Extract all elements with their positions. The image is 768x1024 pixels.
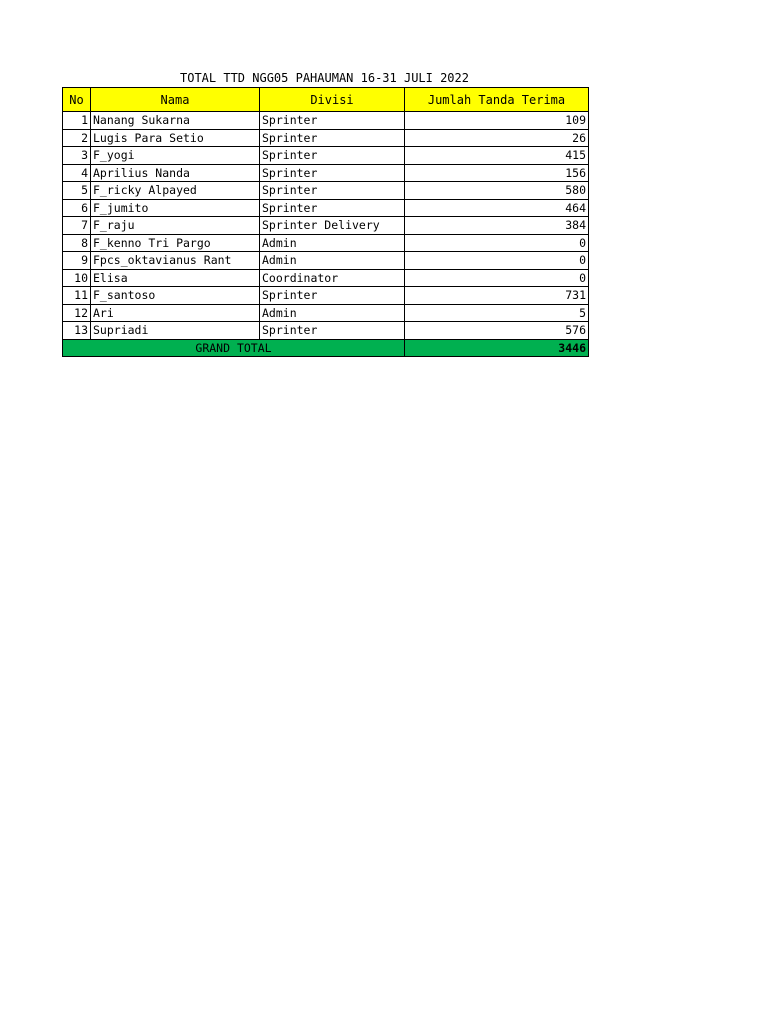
cell-no: 13 (63, 322, 91, 340)
cell-nama: F_santoso (91, 287, 260, 305)
table-body (63, 112, 589, 357)
cell-divisi: Sprinter (260, 322, 405, 340)
header-nama: Nama (91, 88, 260, 112)
grand-total-label: GRAND TOTAL (63, 339, 405, 357)
cell-jumlah: 109 (405, 112, 589, 130)
header-divisi: Divisi (260, 88, 405, 112)
cell-jumlah: 0 (405, 252, 589, 270)
table-row (63, 182, 589, 200)
header-row (63, 88, 589, 112)
table-row (63, 129, 589, 147)
cell-jumlah: 576 (405, 322, 589, 340)
cell-divisi: Coordinator (260, 269, 405, 287)
grand-total-row (63, 339, 589, 357)
table-row (63, 217, 589, 235)
cell-divisi: Sprinter Delivery (260, 217, 405, 235)
cell-jumlah: 0 (405, 269, 589, 287)
cell-no: 10 (63, 269, 91, 287)
cell-nama: Ari (91, 304, 260, 322)
table-row (63, 199, 589, 217)
cell-divisi: Admin (260, 234, 405, 252)
cell-nama: F_ricky Alpayed (91, 182, 260, 200)
cell-no: 4 (63, 164, 91, 182)
cell-divisi: Sprinter (260, 112, 405, 130)
cell-divisi: Sprinter (260, 147, 405, 165)
cell-jumlah: 0 (405, 234, 589, 252)
cell-jumlah: 26 (405, 129, 589, 147)
cell-nama: Lugis Para Setio (91, 129, 260, 147)
cell-no: 5 (63, 182, 91, 200)
cell-nama: Supriadi (91, 322, 260, 340)
table-row (63, 164, 589, 182)
cell-jumlah: 580 (405, 182, 589, 200)
cell-divisi: Admin (260, 304, 405, 322)
cell-jumlah: 5 (405, 304, 589, 322)
cell-no: 2 (63, 129, 91, 147)
cell-nama: Elisa (91, 269, 260, 287)
cell-nama: Aprilius Nanda (91, 164, 260, 182)
report-title: TOTAL TTD NGG05 PAHAUMAN 16-31 JULI 2022 (180, 71, 469, 85)
cell-divisi: Sprinter (260, 182, 405, 200)
table-row (63, 112, 589, 130)
cell-no: 12 (63, 304, 91, 322)
report-table (62, 87, 589, 357)
cell-jumlah: 415 (405, 147, 589, 165)
table-row (63, 252, 589, 270)
cell-no: 11 (63, 287, 91, 305)
cell-divisi: Sprinter (260, 199, 405, 217)
cell-jumlah: 731 (405, 287, 589, 305)
cell-divisi: Sprinter (260, 164, 405, 182)
cell-divisi: Sprinter (260, 287, 405, 305)
cell-no: 1 (63, 112, 91, 130)
header-jumlah: Jumlah Tanda Terima (405, 88, 589, 112)
cell-nama: Fpcs_oktavianus Rant (91, 252, 260, 270)
cell-divisi: Sprinter (260, 129, 405, 147)
cell-no: 3 (63, 147, 91, 165)
table-row (63, 287, 589, 305)
cell-jumlah: 464 (405, 199, 589, 217)
table-row (63, 322, 589, 340)
cell-no: 7 (63, 217, 91, 235)
cell-nama: F_raju (91, 217, 260, 235)
cell-no: 9 (63, 252, 91, 270)
grand-total-value: 3446 (405, 339, 589, 357)
table-row (63, 304, 589, 322)
cell-nama: Nanang Sukarna (91, 112, 260, 130)
cell-no: 8 (63, 234, 91, 252)
cell-divisi: Admin (260, 252, 405, 270)
cell-nama: F_kenno Tri Pargo (91, 234, 260, 252)
cell-nama: F_yogi (91, 147, 260, 165)
cell-jumlah: 384 (405, 217, 589, 235)
cell-no: 6 (63, 199, 91, 217)
header-no: No (63, 88, 91, 112)
cell-jumlah: 156 (405, 164, 589, 182)
cell-nama: F_jumito (91, 199, 260, 217)
table-row (63, 147, 589, 165)
table-row (63, 269, 589, 287)
table-row (63, 234, 589, 252)
table-header (63, 88, 589, 112)
